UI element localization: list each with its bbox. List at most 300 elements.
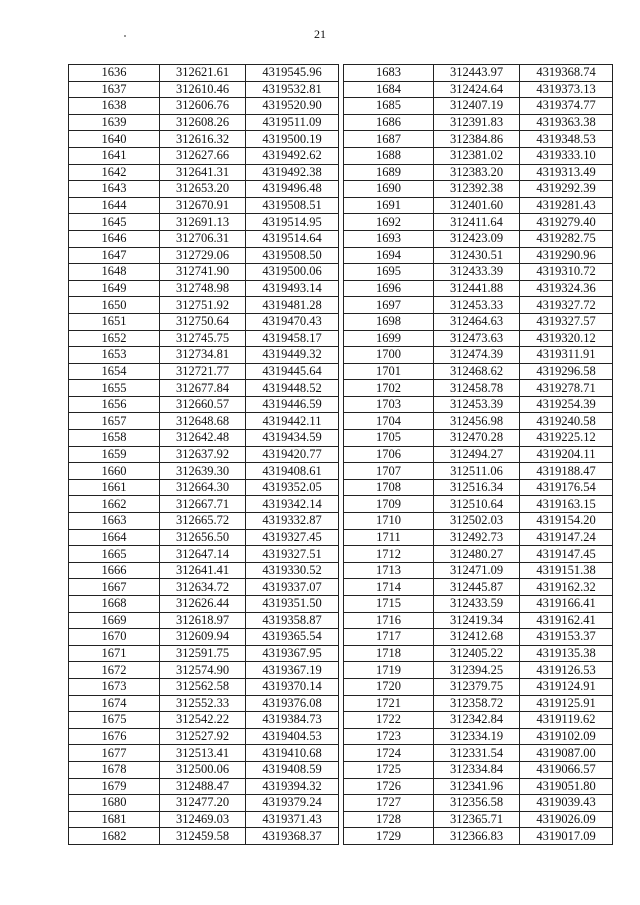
point-number-cell: 1673	[69, 678, 160, 695]
x-coordinate-cell: 312453.33	[434, 297, 520, 314]
table-row	[69, 280, 339, 297]
table-row	[344, 230, 613, 247]
point-number-cell: 1695	[344, 264, 434, 281]
x-coordinate-cell: 312667.71	[160, 496, 246, 513]
y-coordinate-cell: 4319254.39	[520, 396, 613, 413]
x-coordinate-cell: 312430.51	[434, 247, 520, 264]
table-row	[344, 363, 613, 380]
x-coordinate-cell: 312391.83	[434, 114, 520, 131]
x-coordinate-cell: 312366.83	[434, 828, 520, 845]
y-coordinate-cell: 4319514.64	[246, 230, 339, 247]
x-coordinate-cell: 312626.44	[160, 596, 246, 613]
x-coordinate-cell: 312407.19	[434, 98, 520, 115]
table-row	[344, 247, 613, 264]
point-number-cell: 1691	[344, 197, 434, 214]
table-row	[344, 131, 613, 148]
x-coordinate-cell: 312392.38	[434, 181, 520, 198]
x-coordinate-cell: 312433.59	[434, 596, 520, 613]
y-coordinate-cell: 4319367.19	[246, 662, 339, 679]
x-coordinate-cell: 312468.62	[434, 363, 520, 380]
table-row	[69, 463, 339, 480]
table-row	[344, 214, 613, 231]
table-row	[69, 513, 339, 530]
point-number-cell: 1725	[344, 761, 434, 778]
table-row	[69, 678, 339, 695]
point-number-cell: 1648	[69, 264, 160, 281]
point-number-cell: 1683	[344, 65, 434, 82]
table-row	[344, 596, 613, 613]
y-coordinate-cell: 4319367.95	[246, 645, 339, 662]
x-coordinate-cell: 312511.06	[434, 463, 520, 480]
y-coordinate-cell: 4319039.43	[520, 795, 613, 812]
table-row	[69, 496, 339, 513]
point-number-cell: 1643	[69, 181, 160, 198]
x-coordinate-cell: 312358.72	[434, 695, 520, 712]
point-number-cell: 1646	[69, 230, 160, 247]
table-row	[69, 430, 339, 447]
y-coordinate-cell: 4319508.51	[246, 197, 339, 214]
y-coordinate-cell: 4319163.15	[520, 496, 613, 513]
table-row	[69, 396, 339, 413]
point-number-cell: 1690	[344, 181, 434, 198]
x-coordinate-cell: 312677.84	[160, 380, 246, 397]
y-coordinate-cell: 4319135.38	[520, 645, 613, 662]
table-row	[344, 513, 613, 530]
x-coordinate-cell: 312334.19	[434, 728, 520, 745]
table-row	[69, 546, 339, 563]
table-row	[344, 197, 613, 214]
y-coordinate-cell: 4319281.43	[520, 197, 613, 214]
table-row	[344, 745, 613, 762]
point-number-cell: 1686	[344, 114, 434, 131]
x-coordinate-cell: 312471.09	[434, 562, 520, 579]
point-number-cell: 1642	[69, 164, 160, 181]
y-coordinate-cell: 4319327.51	[246, 546, 339, 563]
table-row	[344, 811, 613, 828]
table-row	[69, 778, 339, 795]
table-row	[344, 147, 613, 164]
x-coordinate-cell: 312419.34	[434, 612, 520, 629]
point-number-cell: 1712	[344, 546, 434, 563]
y-coordinate-cell: 4319324.36	[520, 280, 613, 297]
point-number-cell: 1666	[69, 562, 160, 579]
point-number-cell: 1719	[344, 662, 434, 679]
table-row	[69, 313, 339, 330]
y-coordinate-cell: 4319147.24	[520, 529, 613, 546]
y-coordinate-cell: 4319368.37	[246, 828, 339, 845]
x-coordinate-cell: 312660.57	[160, 396, 246, 413]
table-row	[344, 761, 613, 778]
y-coordinate-cell: 4319342.14	[246, 496, 339, 513]
y-coordinate-cell: 4319442.11	[246, 413, 339, 430]
point-number-cell: 1703	[344, 396, 434, 413]
point-number-cell: 1645	[69, 214, 160, 231]
scan-speck	[124, 35, 126, 37]
x-coordinate-cell: 312458.78	[434, 380, 520, 397]
point-number-cell: 1722	[344, 712, 434, 729]
point-number-cell: 1665	[69, 546, 160, 563]
table-row	[69, 380, 339, 397]
y-coordinate-cell: 4319310.72	[520, 264, 613, 281]
y-coordinate-cell: 4319492.62	[246, 147, 339, 164]
y-coordinate-cell: 4319410.68	[246, 745, 339, 762]
table-row	[344, 330, 613, 347]
x-coordinate-cell: 312456.98	[434, 413, 520, 430]
x-coordinate-cell: 312381.02	[434, 147, 520, 164]
x-coordinate-cell: 312621.61	[160, 65, 246, 82]
x-coordinate-cell: 312641.31	[160, 164, 246, 181]
point-number-cell: 1678	[69, 761, 160, 778]
coordinate-table-right-body	[344, 65, 613, 845]
point-number-cell: 1693	[344, 230, 434, 247]
point-number-cell: 1718	[344, 645, 434, 662]
point-number-cell: 1701	[344, 363, 434, 380]
point-number-cell: 1657	[69, 413, 160, 430]
point-number-cell: 1656	[69, 396, 160, 413]
y-coordinate-cell: 4319374.77	[520, 98, 613, 115]
point-number-cell: 1708	[344, 479, 434, 496]
point-number-cell: 1670	[69, 629, 160, 646]
table-row	[69, 828, 339, 845]
point-number-cell: 1651	[69, 313, 160, 330]
x-coordinate-cell: 312591.75	[160, 645, 246, 662]
x-coordinate-cell: 312474.39	[434, 347, 520, 364]
x-coordinate-cell: 312734.81	[160, 347, 246, 364]
x-coordinate-cell: 312552.33	[160, 695, 246, 712]
table-row	[344, 795, 613, 812]
x-coordinate-cell: 312480.27	[434, 546, 520, 563]
table-row	[69, 612, 339, 629]
table-row	[69, 114, 339, 131]
y-coordinate-cell: 4319420.77	[246, 446, 339, 463]
x-coordinate-cell: 312751.92	[160, 297, 246, 314]
y-coordinate-cell: 4319348.53	[520, 131, 613, 148]
y-coordinate-cell: 4319368.74	[520, 65, 613, 82]
y-coordinate-cell: 4319445.64	[246, 363, 339, 380]
x-coordinate-cell: 312609.94	[160, 629, 246, 646]
y-coordinate-cell: 4319327.45	[246, 529, 339, 546]
y-coordinate-cell: 4319313.49	[520, 164, 613, 181]
coordinate-table-right	[343, 64, 613, 845]
x-coordinate-cell: 312639.30	[160, 463, 246, 480]
x-coordinate-cell: 312477.20	[160, 795, 246, 812]
table-row	[69, 347, 339, 364]
y-coordinate-cell: 4319176.54	[520, 479, 613, 496]
y-coordinate-cell: 4319204.11	[520, 446, 613, 463]
point-number-cell: 1644	[69, 197, 160, 214]
y-coordinate-cell: 4319434.59	[246, 430, 339, 447]
y-coordinate-cell: 4319125.91	[520, 695, 613, 712]
x-coordinate-cell: 312670.91	[160, 197, 246, 214]
point-number-cell: 1726	[344, 778, 434, 795]
point-number-cell: 1676	[69, 728, 160, 745]
table-row	[69, 645, 339, 662]
point-number-cell: 1655	[69, 380, 160, 397]
point-number-cell: 1710	[344, 513, 434, 530]
point-number-cell: 1662	[69, 496, 160, 513]
y-coordinate-cell: 4319119.62	[520, 712, 613, 729]
point-number-cell: 1709	[344, 496, 434, 513]
x-coordinate-cell: 312423.09	[434, 230, 520, 247]
x-coordinate-cell: 312691.13	[160, 214, 246, 231]
y-coordinate-cell: 4319500.19	[246, 131, 339, 148]
point-number-cell: 1661	[69, 479, 160, 496]
x-coordinate-cell: 312383.20	[434, 164, 520, 181]
y-coordinate-cell: 4319124.91	[520, 678, 613, 695]
point-number-cell: 1658	[69, 430, 160, 447]
x-coordinate-cell: 312641.41	[160, 562, 246, 579]
y-coordinate-cell: 4319371.43	[246, 811, 339, 828]
table-row	[69, 811, 339, 828]
coordinate-table-left	[68, 64, 339, 845]
point-number-cell: 1641	[69, 147, 160, 164]
table-row	[344, 413, 613, 430]
point-number-cell: 1675	[69, 712, 160, 729]
table-row	[344, 98, 613, 115]
y-coordinate-cell: 4319408.61	[246, 463, 339, 480]
point-number-cell: 1681	[69, 811, 160, 828]
x-coordinate-cell: 312513.41	[160, 745, 246, 762]
point-number-cell: 1663	[69, 513, 160, 530]
y-coordinate-cell: 4319376.08	[246, 695, 339, 712]
point-number-cell: 1728	[344, 811, 434, 828]
y-coordinate-cell: 4319240.58	[520, 413, 613, 430]
table-row	[344, 529, 613, 546]
point-number-cell: 1672	[69, 662, 160, 679]
y-coordinate-cell: 4319470.43	[246, 313, 339, 330]
point-number-cell: 1727	[344, 795, 434, 812]
y-coordinate-cell: 4319351.50	[246, 596, 339, 613]
y-coordinate-cell: 4319147.45	[520, 546, 613, 563]
point-number-cell: 1660	[69, 463, 160, 480]
x-coordinate-cell: 312627.66	[160, 147, 246, 164]
point-number-cell: 1716	[344, 612, 434, 629]
table-row	[344, 181, 613, 198]
point-number-cell: 1697	[344, 297, 434, 314]
point-number-cell: 1677	[69, 745, 160, 762]
point-number-cell: 1653	[69, 347, 160, 364]
x-coordinate-cell: 312502.03	[434, 513, 520, 530]
table-row	[344, 479, 613, 496]
point-number-cell: 1692	[344, 214, 434, 231]
point-number-cell: 1650	[69, 297, 160, 314]
y-coordinate-cell: 4319311.91	[520, 347, 613, 364]
y-coordinate-cell: 4319330.52	[246, 562, 339, 579]
x-coordinate-cell: 312637.92	[160, 446, 246, 463]
point-number-cell: 1667	[69, 579, 160, 596]
x-coordinate-cell: 312500.06	[160, 761, 246, 778]
x-coordinate-cell: 312721.77	[160, 363, 246, 380]
point-number-cell: 1639	[69, 114, 160, 131]
x-coordinate-cell: 312469.03	[160, 811, 246, 828]
table-row	[344, 380, 613, 397]
x-coordinate-cell: 312608.26	[160, 114, 246, 131]
x-coordinate-cell: 312653.20	[160, 181, 246, 198]
table-row	[344, 313, 613, 330]
table-row	[344, 712, 613, 729]
table-row	[344, 463, 613, 480]
table-row	[344, 496, 613, 513]
y-coordinate-cell: 4319282.75	[520, 230, 613, 247]
y-coordinate-cell: 4319162.41	[520, 612, 613, 629]
x-coordinate-cell: 312616.32	[160, 131, 246, 148]
y-coordinate-cell: 4319017.09	[520, 828, 613, 845]
point-number-cell: 1698	[344, 313, 434, 330]
x-coordinate-cell: 312741.90	[160, 264, 246, 281]
y-coordinate-cell: 4319384.73	[246, 712, 339, 729]
y-coordinate-cell: 4319363.38	[520, 114, 613, 131]
x-coordinate-cell: 312510.64	[434, 496, 520, 513]
x-coordinate-cell: 312516.34	[434, 479, 520, 496]
point-number-cell: 1706	[344, 446, 434, 463]
table-row	[344, 662, 613, 679]
point-number-cell: 1640	[69, 131, 160, 148]
x-coordinate-cell: 312384.86	[434, 131, 520, 148]
x-coordinate-cell: 312470.28	[434, 430, 520, 447]
table-row	[344, 579, 613, 596]
point-number-cell: 1689	[344, 164, 434, 181]
table-row	[69, 264, 339, 281]
y-coordinate-cell: 4319511.09	[246, 114, 339, 131]
y-coordinate-cell: 4319188.47	[520, 463, 613, 480]
point-number-cell: 1707	[344, 463, 434, 480]
point-number-cell: 1659	[69, 446, 160, 463]
x-coordinate-cell: 312473.63	[434, 330, 520, 347]
x-coordinate-cell: 312443.97	[434, 65, 520, 82]
y-coordinate-cell: 4319087.00	[520, 745, 613, 762]
table-row	[344, 430, 613, 447]
table-row	[344, 81, 613, 98]
x-coordinate-cell: 312341.96	[434, 778, 520, 795]
table-row	[69, 81, 339, 98]
y-coordinate-cell: 4319333.10	[520, 147, 613, 164]
point-number-cell: 1682	[69, 828, 160, 845]
table-row	[69, 214, 339, 231]
table-row	[344, 728, 613, 745]
x-coordinate-cell: 312453.39	[434, 396, 520, 413]
y-coordinate-cell: 4319352.05	[246, 479, 339, 496]
table-row	[69, 363, 339, 380]
point-number-cell: 1702	[344, 380, 434, 397]
y-coordinate-cell: 4319446.59	[246, 396, 339, 413]
y-coordinate-cell: 4319278.71	[520, 380, 613, 397]
y-coordinate-cell: 4319166.41	[520, 596, 613, 613]
point-number-cell: 1654	[69, 363, 160, 380]
table-row	[69, 181, 339, 198]
y-coordinate-cell: 4319520.90	[246, 98, 339, 115]
table-row	[344, 280, 613, 297]
point-number-cell: 1711	[344, 529, 434, 546]
x-coordinate-cell: 312365.71	[434, 811, 520, 828]
x-coordinate-cell: 312527.92	[160, 728, 246, 745]
point-number-cell: 1685	[344, 98, 434, 115]
point-number-cell: 1723	[344, 728, 434, 745]
x-coordinate-cell: 312488.47	[160, 778, 246, 795]
table-row	[344, 347, 613, 364]
table-row	[69, 164, 339, 181]
point-number-cell: 1704	[344, 413, 434, 430]
table-row	[69, 579, 339, 596]
table-row	[69, 413, 339, 430]
x-coordinate-cell: 312648.68	[160, 413, 246, 430]
x-coordinate-cell: 312433.39	[434, 264, 520, 281]
y-coordinate-cell: 4319051.80	[520, 778, 613, 795]
table-row	[69, 529, 339, 546]
x-coordinate-cell: 312401.60	[434, 197, 520, 214]
point-number-cell: 1636	[69, 65, 160, 82]
point-number-cell: 1729	[344, 828, 434, 845]
coordinate-table-left-body	[69, 65, 339, 845]
y-coordinate-cell: 4319458.17	[246, 330, 339, 347]
table-row	[344, 114, 613, 131]
x-coordinate-cell: 312441.88	[434, 280, 520, 297]
y-coordinate-cell: 4319327.57	[520, 313, 613, 330]
y-coordinate-cell: 4319332.87	[246, 513, 339, 530]
y-coordinate-cell: 4319320.12	[520, 330, 613, 347]
point-number-cell: 1674	[69, 695, 160, 712]
x-coordinate-cell: 312459.58	[160, 828, 246, 845]
point-number-cell: 1694	[344, 247, 434, 264]
y-coordinate-cell: 4319153.37	[520, 629, 613, 646]
x-coordinate-cell: 312405.22	[434, 645, 520, 662]
point-number-cell: 1721	[344, 695, 434, 712]
x-coordinate-cell: 312464.63	[434, 313, 520, 330]
y-coordinate-cell: 4319448.52	[246, 380, 339, 397]
point-number-cell: 1649	[69, 280, 160, 297]
x-coordinate-cell: 312634.72	[160, 579, 246, 596]
point-number-cell: 1720	[344, 678, 434, 695]
table-row	[344, 645, 613, 662]
table-row	[69, 695, 339, 712]
table-row	[344, 396, 613, 413]
table-row	[69, 795, 339, 812]
table-row	[69, 197, 339, 214]
table-row	[69, 761, 339, 778]
x-coordinate-cell: 312665.72	[160, 513, 246, 530]
point-number-cell: 1638	[69, 98, 160, 115]
table-row	[344, 562, 613, 579]
table-row	[344, 164, 613, 181]
table-row	[69, 629, 339, 646]
table-row	[344, 778, 613, 795]
table-row	[344, 612, 613, 629]
x-coordinate-cell: 312542.22	[160, 712, 246, 729]
table-row	[69, 98, 339, 115]
y-coordinate-cell: 4319379.24	[246, 795, 339, 812]
y-coordinate-cell: 4319337.07	[246, 579, 339, 596]
y-coordinate-cell: 4319481.28	[246, 297, 339, 314]
y-coordinate-cell: 4319279.40	[520, 214, 613, 231]
y-coordinate-cell: 4319404.53	[246, 728, 339, 745]
x-coordinate-cell: 312445.87	[434, 579, 520, 596]
x-coordinate-cell: 312610.46	[160, 81, 246, 98]
table-row	[69, 745, 339, 762]
y-coordinate-cell: 4319370.14	[246, 678, 339, 695]
table-row	[69, 712, 339, 729]
x-coordinate-cell: 312331.54	[434, 745, 520, 762]
point-number-cell: 1699	[344, 330, 434, 347]
table-row	[344, 695, 613, 712]
y-coordinate-cell: 4319496.48	[246, 181, 339, 198]
table-row	[344, 264, 613, 281]
x-coordinate-cell: 312574.90	[160, 662, 246, 679]
x-coordinate-cell: 312334.84	[434, 761, 520, 778]
x-coordinate-cell: 312356.58	[434, 795, 520, 812]
y-coordinate-cell: 4319290.96	[520, 247, 613, 264]
y-coordinate-cell: 4319492.38	[246, 164, 339, 181]
table-row	[69, 230, 339, 247]
y-coordinate-cell: 4319365.54	[246, 629, 339, 646]
